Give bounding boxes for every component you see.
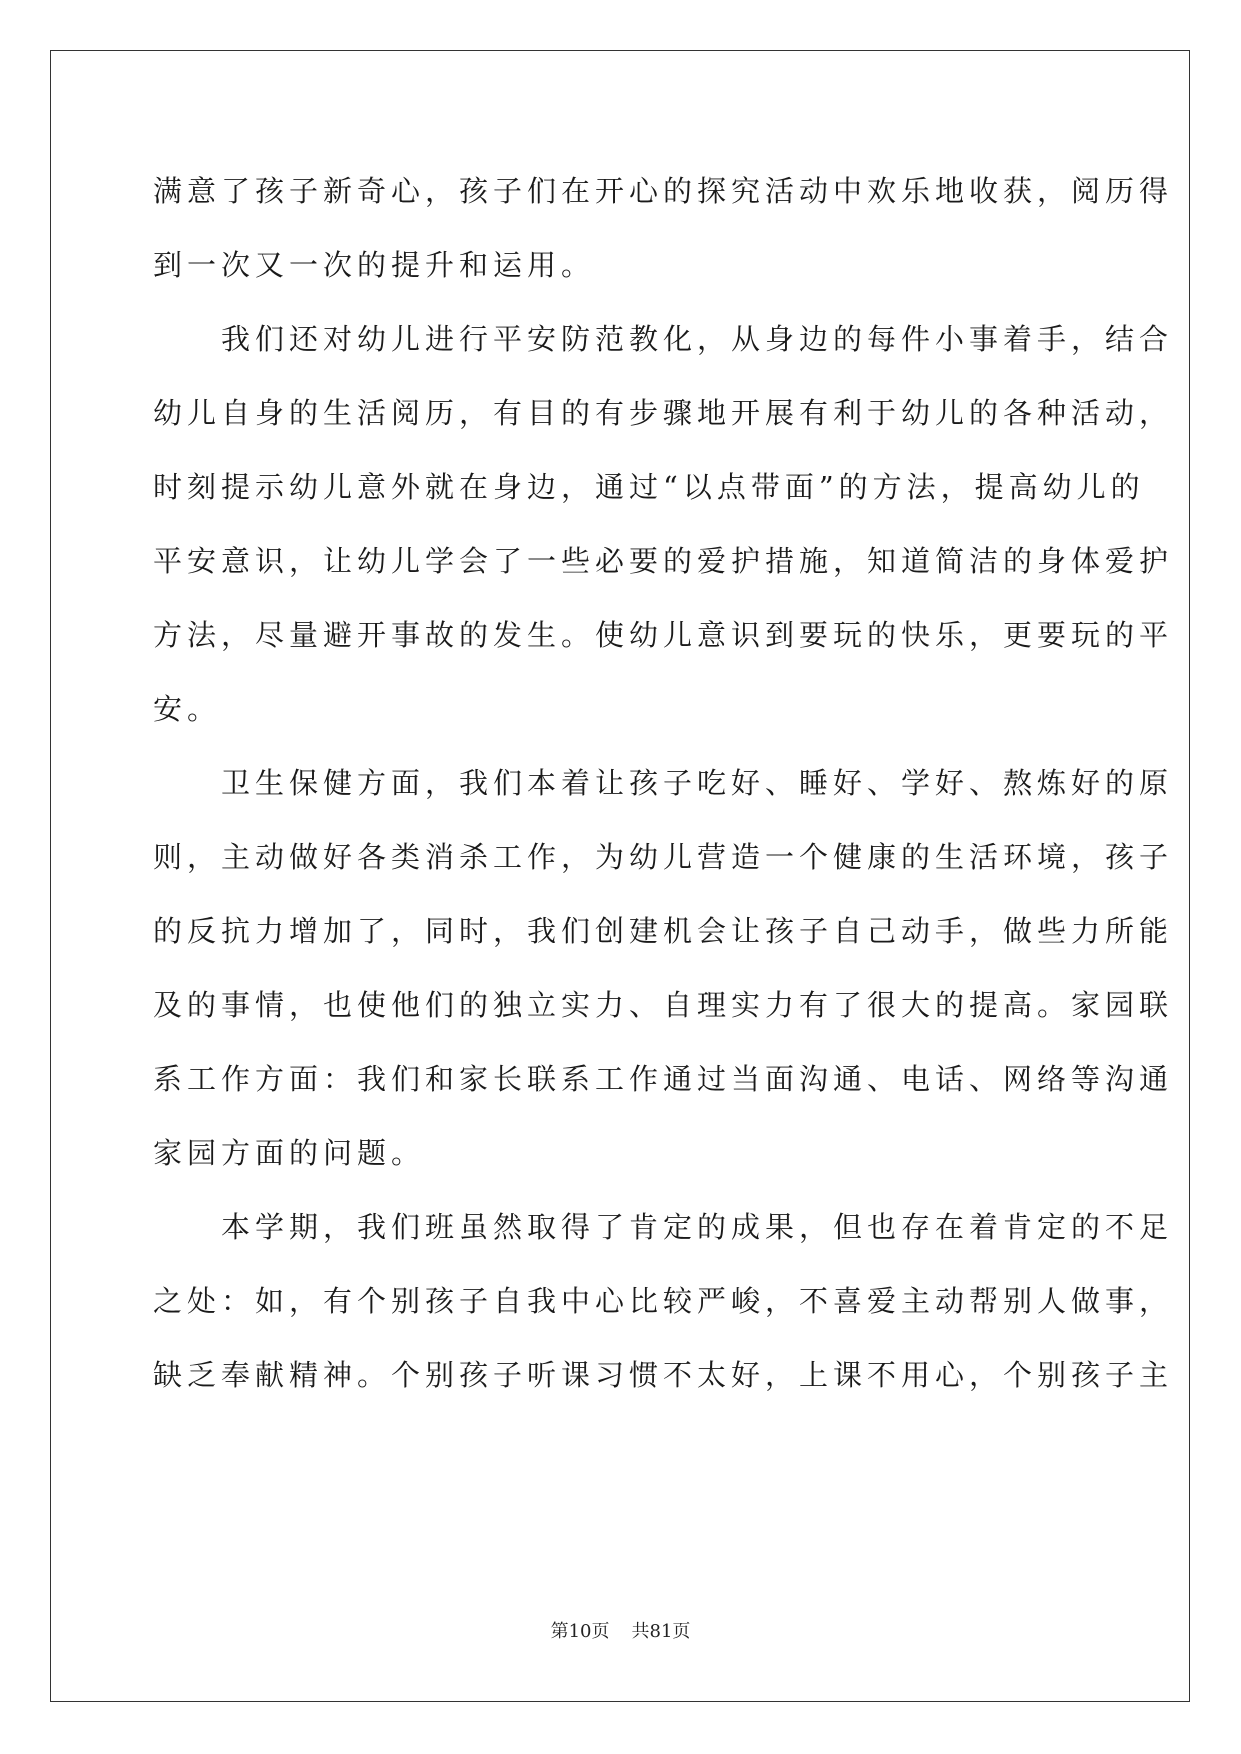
text-line: 本学期，我们班虽然取得了肯定的成果，但也存在着肯定的不足	[153, 1210, 1174, 1244]
text-line: 卫生保健方面，我们本着让孩子吃好、睡好、学好、熬炼好的原	[153, 766, 1174, 800]
page-number: 第10页	[550, 1621, 610, 1642]
text-line: 之处：如，有个别孩子自我中心比较严峻，不喜爱主动帮别人做事，	[153, 1284, 1174, 1318]
text-line: 则，主动做好各类消杀工作，为幼儿营造一个健康的生活环境，孩子	[153, 840, 1174, 874]
text-line: 时刻提示幼儿意外就在身边，通过“以点带面”的方法，提高幼儿的	[153, 470, 1145, 504]
page-footer	[0, 1620, 1241, 1644]
text-line: 及的事情，也使他们的独立实力、自理实力有了很大的提高。家园联	[153, 988, 1174, 1022]
text-line: 幼儿自身的生活阅历，有目的有步骤地开展有利于幼儿的各种活动，	[153, 396, 1174, 430]
text-line: 安。	[153, 692, 222, 726]
text-line: 系工作方面：我们和家长联系工作通过当面沟通、电话、网络等沟通	[153, 1062, 1174, 1096]
text-line: 满意了孩子新奇心，孩子们在开心的探究活动中欢乐地收获，阅历得	[153, 174, 1174, 208]
text-line: 我们还对幼儿进行平安防范教化，从身边的每件小事着手，结合	[153, 322, 1174, 356]
text-line: 平安意识，让幼儿学会了一些必要的爱护措施，知道简洁的身体爱护	[153, 544, 1174, 578]
page-total: 共81页	[631, 1621, 691, 1642]
text-line: 家园方面的问题。	[153, 1136, 426, 1170]
text-line: 的反抗力增加了，同时，我们创建机会让孩子自己动手，做些力所能	[153, 914, 1174, 948]
text-line: 缺乏奉献精神。个别孩子听课习惯不太好，上课不用心，个别孩子主	[153, 1358, 1174, 1392]
text-line: 方法，尽量避开事故的发生。使幼儿意识到要玩的快乐，更要玩的平	[153, 618, 1174, 652]
text-line: 到一次又一次的提升和运用。	[153, 248, 596, 282]
